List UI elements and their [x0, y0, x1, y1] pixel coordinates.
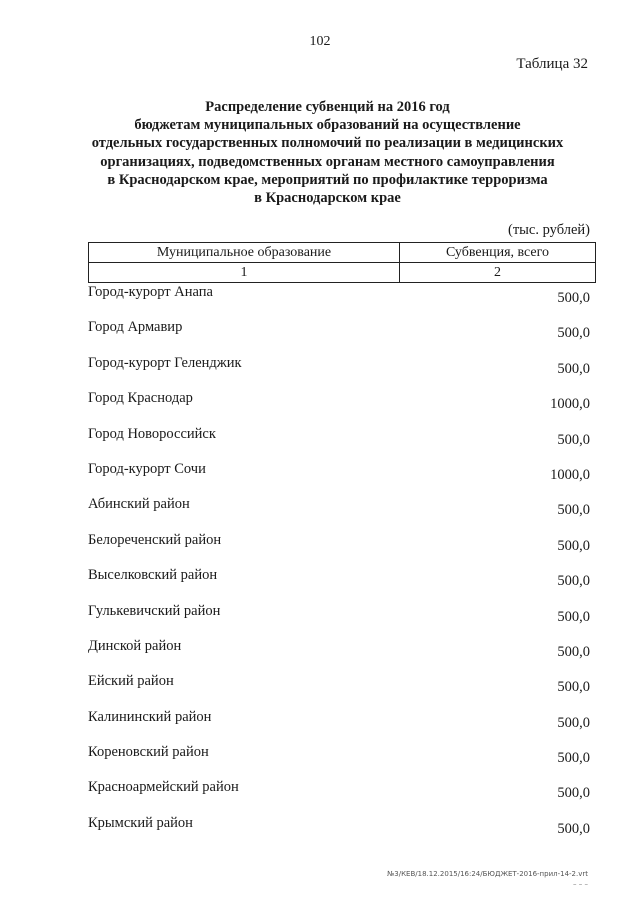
- municipality-name: Город-курорт Анапа: [88, 284, 213, 300]
- municipality-name: Динской район: [88, 637, 182, 654]
- table-row: [88, 638, 598, 673]
- subvention-value: 1000,0: [550, 396, 590, 413]
- municipality-name: Город Краснодар: [88, 390, 193, 407]
- page-number: 102: [309, 34, 331, 49]
- table-row: [88, 355, 598, 390]
- column-number-row: [89, 263, 596, 283]
- table-row: [88, 426, 598, 461]
- subvention-value: 500,0: [557, 431, 590, 448]
- table-row: [88, 496, 598, 531]
- table-reference: Таблица 32: [516, 56, 588, 72]
- table-row: [88, 532, 598, 567]
- municipality-name: Город Армавир: [88, 319, 183, 336]
- table-row: [88, 779, 598, 814]
- title-line: отдельных государственных полномочий по реализации в медицинских: [91, 135, 564, 152]
- table-row: [88, 319, 598, 354]
- title-line: бюджетам муниципальных образований на осуществление: [134, 117, 521, 134]
- subvention-value: 500,0: [557, 714, 590, 731]
- header-row: [89, 243, 596, 263]
- subvention-value: 500,0: [557, 679, 590, 696]
- table-row: [88, 673, 598, 708]
- table-row: [88, 709, 598, 744]
- table-row: [88, 744, 598, 779]
- table-body: [88, 284, 598, 850]
- subvention-value: 500,0: [557, 360, 590, 377]
- column-header-subvention: Субвенция, всего: [400, 243, 596, 263]
- table-row: [88, 603, 598, 638]
- municipality-name: Калининский район: [88, 708, 212, 725]
- column-number-1: 1: [89, 263, 400, 283]
- title-line: в Краснодарском крае: [254, 190, 401, 207]
- table-row: [88, 284, 598, 319]
- municipality-name: Гулькевичский район: [88, 602, 221, 619]
- subvention-value: 500,0: [557, 502, 590, 519]
- municipality-name: Город Новороссийск: [88, 425, 216, 442]
- subvention-value: 500,0: [557, 820, 590, 837]
- table-row: [88, 567, 598, 602]
- subvention-value: 500,0: [557, 290, 590, 306]
- subvention-value: 500,0: [557, 785, 590, 802]
- title-line: организациях, подведомственных органам местного самоуправления: [100, 153, 555, 170]
- municipality-name: Выселковский район: [88, 567, 218, 584]
- document-title: [60, 98, 595, 207]
- municipality-name: Красноармейский район: [88, 779, 239, 796]
- municipality-name: Абинский район: [88, 496, 190, 513]
- municipality-name: Ейский район: [88, 673, 174, 690]
- municipality-name: Крымский район: [88, 814, 193, 831]
- subvention-value: 500,0: [557, 537, 590, 554]
- footer-document-code: №3/КЕВ/18.12.2015/16:24/БЮДЖЕТ-2016-прил-14-2.vrt: [387, 870, 588, 878]
- subvention-value: 1000,0: [550, 466, 590, 483]
- subvention-value: 500,0: [557, 325, 590, 342]
- subvention-value: 500,0: [557, 608, 590, 625]
- municipality-name: Белореченский район: [88, 531, 222, 548]
- title-line: в Краснодарском крае, мероприятий по профилактике терроризма: [107, 171, 548, 188]
- table-row: [88, 815, 598, 850]
- municipality-name: Кореновский район: [88, 744, 209, 761]
- municipality-name: Город-курорт Сочи: [88, 460, 206, 477]
- table-row: [88, 390, 598, 425]
- title-line: Распределение субвенций на 2016 год: [205, 99, 450, 115]
- subvention-value: 500,0: [557, 573, 590, 590]
- footer-mark: – – –: [573, 880, 588, 888]
- subvention-value: 500,0: [557, 643, 590, 660]
- column-header-municipality: Муниципальное образование: [89, 243, 400, 263]
- municipality-name: Город-курорт Геленджик: [88, 354, 242, 371]
- subvention-value: 500,0: [557, 750, 590, 767]
- units-label: (тыс. рублей): [508, 222, 590, 238]
- table-row: [88, 461, 598, 496]
- table-header: [88, 242, 596, 283]
- column-number-2: 2: [400, 263, 596, 283]
